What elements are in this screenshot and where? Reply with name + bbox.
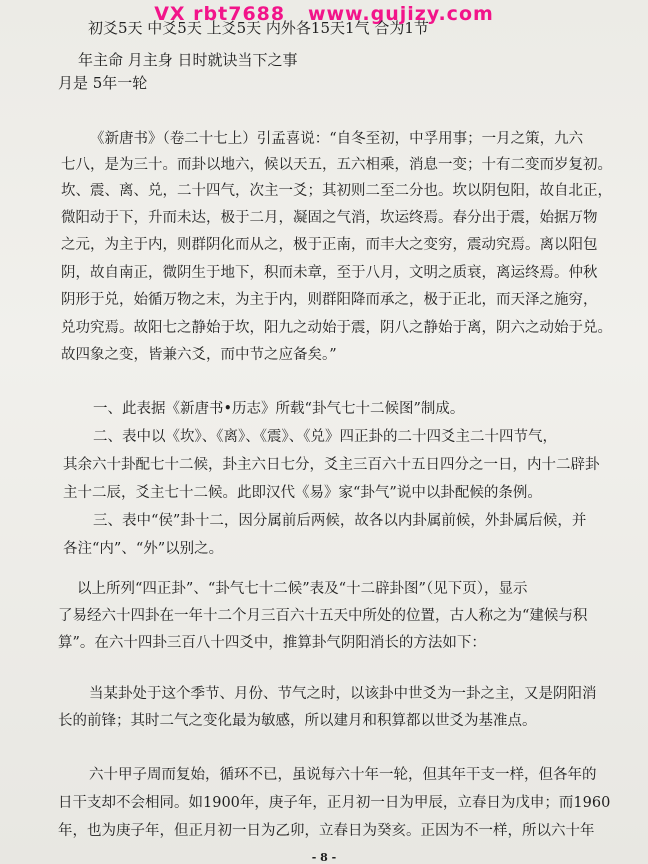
note-line: 三、表中“侯”卦十二，因分属前后两候，故各以内卦属前候，外卦属后候，并 bbox=[93, 513, 587, 529]
quote-line: 阴形于兑，始循万物之末，为主于内，则群阳降而承之，极于正北，而天泽之施穷， bbox=[61, 292, 598, 308]
paragraph-line: 六十甲子周而复始，循环不已，虽说每六十年一轮，但其年干支一样，但各年的 bbox=[89, 767, 597, 783]
paragraph-line: 年，也为庚子年，但正月初一日为乙卯，立春日为癸亥。正因为不一样，所以六十年 bbox=[58, 823, 595, 839]
note-line: 主十二辰，爻主七十二候。此即汉代《易》家“卦气”说中以卦配候的条例。 bbox=[63, 485, 542, 501]
note-line: 一、此表据《新唐书•历志》所载“卦气七十二候图”制成。 bbox=[93, 401, 465, 417]
page-number: - 8 - bbox=[311, 851, 337, 864]
quote-line: 坎、震、离、兑，二十四气，次主一爻；其初则二至二分也。坎以阴包阳，故自北正， bbox=[61, 183, 612, 199]
watermark: VX rbt7688 www.gujizy.com bbox=[154, 3, 494, 25]
note-line: 各注“内”、“外”以别之。 bbox=[63, 541, 224, 557]
header-line-1: 初爻5天 中爻5天 上爻5天 内外各15天1气 合为1节 bbox=[88, 19, 429, 37]
quote-line: 之元，为主于内，则群阴化而从之，极于正南，而丰大之变穷，震动究焉。离以阳包 bbox=[61, 237, 598, 253]
quote-line: 故四象之变，皆兼六爻，而中节之应备矣。” bbox=[61, 347, 337, 363]
header-line-3: 月是 5年一轮 bbox=[58, 74, 148, 92]
note-line: 二、表中以《坎》、《离》、《震》、《兑》四正卦的二十四爻主二十四节气， bbox=[93, 429, 557, 445]
paragraph-line: 了易经六十四卦在一年十二个月三百六十五天中所处的位置，古人称之为“建候与积 bbox=[58, 608, 588, 624]
quote-line: 兑功究焉。故阳七之静始于坎，阳九之动始于震，阴八之静始于离，阴六之动始于兑。 bbox=[61, 320, 612, 336]
paragraph-line: 当某卦处于这个季节、月份、节气之时，以该卦中世爻为一卦之主，又是阴阳消 bbox=[89, 686, 597, 702]
note-line: 其余六十卦配七十二候，卦主六日七分，爻主三百六十五日四分之一日，内十二辟卦 bbox=[63, 457, 600, 473]
header-line-2: 年主命 月主身 日时就诀当下之事 bbox=[78, 51, 298, 69]
paragraph-line: 长的前锋；其时二气之变化最为敏感，所以建月和积算都以世爻为基准点。 bbox=[58, 713, 537, 729]
paragraph-line: 日干支却不会相同。如1900年，庚子年，正月初一日为甲辰，立春日为戊申；而1960 bbox=[58, 795, 611, 811]
paragraph-line: 以上所列“四正卦”、“卦气七十二候”表及“十二辟卦图”（见下页），显示 bbox=[77, 581, 528, 597]
quote-line: 微阳动于下，升而未达，极于二月，凝固之气消，坎运终焉。春分出于震，始据万物 bbox=[61, 210, 598, 226]
quote-line: 《新唐书》（卷二十七上）引孟喜说：“自冬至初，中孚用事；一月之策，九六 bbox=[90, 131, 584, 147]
quote-line: 七八，是为三十。而卦以地六，候以天五，五六相乘，消息一变；十有二变而岁复初。 bbox=[61, 157, 612, 173]
quote-line: 阴，故自南正，微阴生于地下，积而未章，至于八月，文明之质衰，离运终焉。仲秋 bbox=[61, 265, 598, 281]
paragraph-line: 算”。在六十四卦三百八十四爻中，推算卦气阴阳消长的方法如下： bbox=[58, 635, 486, 651]
